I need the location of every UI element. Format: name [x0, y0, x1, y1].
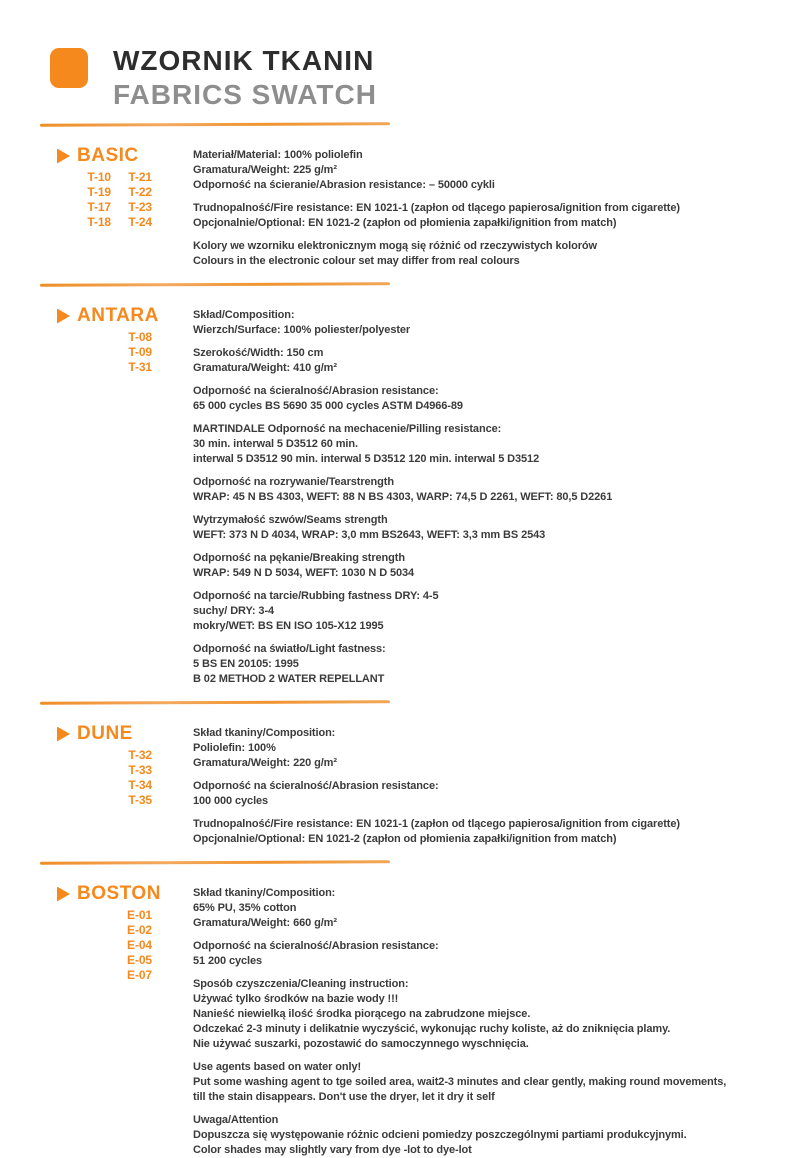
spec-line: Kolory we wzorniku elektronicznym mogą się różnić od rzeczywistych kolorów — [193, 240, 597, 252]
spec-paragraph — [193, 513, 770, 543]
section-header — [40, 145, 193, 167]
spec-paragraph — [193, 239, 770, 269]
fabric-code: E-07 — [127, 968, 152, 982]
fabric-code: T-23 — [128, 200, 152, 214]
fabric-code: T-22 — [128, 185, 152, 199]
spec-line: Odporność na ścieralność/Abrasion resistance: — [193, 780, 439, 792]
fabric-code: T-21 — [128, 170, 152, 184]
spec-paragraph — [193, 589, 770, 634]
spec-line: Dopuszcza się występowanie różnic odcieni pomiedzy poszczególnymi partiami produkcyjnymi. — [193, 1129, 687, 1141]
spec-line: Use agents based on water only! — [193, 1061, 362, 1073]
spec-paragraph — [193, 148, 770, 193]
section-title: DUNE — [77, 723, 133, 744]
code-row — [122, 968, 152, 983]
fabric-code: T-33 — [128, 763, 152, 777]
triangle-right-icon — [57, 149, 70, 164]
fabric-code: T-31 — [128, 360, 152, 374]
fabric-code: T-10 — [87, 170, 111, 184]
spec-line: Materiał/Material: 100% poliolefin — [193, 149, 363, 161]
fabric-code: T-08 — [128, 330, 152, 344]
spec-line: WEFT: 373 N D 4034, WRAP: 3,0 mm BS2643, WEFT: 3,3 mm BS 2543 — [193, 529, 546, 541]
spec-line: Gramatura/Weight: 225 g/m² — [193, 164, 337, 176]
spec-line: Skład tkaniny/Composition: — [193, 727, 336, 739]
code-row — [122, 938, 152, 953]
spec-line: Put some washing agent to tge soiled area, wait2-3 minutes and clear gently, making round movements, — [193, 1076, 727, 1088]
spec-line: Opcjonalnie/Optional: EN 1021-2 (zapłon od płomienia zapałki/ignition from match) — [193, 217, 617, 229]
code-row — [122, 345, 152, 360]
spec-line: mokry/WET: BS EN ISO 105-X12 1995 — [193, 620, 384, 632]
spec-paragraph — [193, 939, 770, 969]
spec-paragraph — [193, 642, 770, 687]
spec-line: 65 000 cycles BS 5690 35 000 cycles ASTM D4966-89 — [193, 400, 463, 412]
section-header — [40, 305, 193, 327]
spec-line: Odporność na ścieranie/Abrasion resistance: – 50000 cykli — [193, 179, 495, 191]
section-left-column — [40, 883, 193, 983]
spec-line: Wierzch/Surface: 100% poliester/polyester — [193, 324, 411, 336]
fabric-section-antara — [40, 305, 770, 687]
spec-paragraph — [193, 308, 770, 338]
spec-line: Skład/Composition: — [193, 309, 295, 321]
spec-line: MARTINDALE Odporność na mechacenie/Pilling resistance: — [193, 423, 502, 435]
spec-line: Odczekać 2-3 minuty i delikatnie wyczyścić, wykonując ruchy koliste, aż do zniknięcia plamy. — [193, 1023, 671, 1035]
section-specs — [193, 305, 770, 687]
spec-paragraph — [193, 726, 770, 771]
triangle-right-icon — [57, 887, 70, 902]
section-specs — [193, 723, 770, 847]
fabric-codes — [40, 170, 193, 230]
spec-paragraph — [193, 886, 770, 931]
spec-line: 65% PU, 35% cotton — [193, 902, 297, 914]
spec-paragraph — [193, 201, 770, 231]
spec-line: Sposób czyszczenia/Cleaning instruction: — [193, 978, 409, 990]
section-header — [40, 723, 193, 745]
page-title-english: FABRICS SWATCH — [113, 79, 377, 110]
fabric-codes — [40, 330, 193, 375]
spec-line: Trudnopalność/Fire resistance: EN 1021-1 (zapłon od tlącego papierosa/ignition from cigarette) — [193, 202, 680, 214]
spec-paragraph — [193, 779, 770, 809]
section-specs — [193, 145, 770, 269]
code-row — [122, 748, 152, 763]
section-title: ANTARA — [77, 305, 159, 326]
spec-line: Odporność na światło/Light fastness: — [193, 643, 386, 655]
spec-line: 100 000 cycles — [193, 795, 269, 807]
code-row — [122, 908, 152, 923]
fabric-codes — [40, 748, 193, 808]
fabric-code: T-32 — [128, 748, 152, 762]
fabric-code: T-17 — [87, 200, 111, 214]
section-title: BOSTON — [77, 883, 161, 904]
section-left-column — [40, 305, 193, 375]
code-row — [122, 953, 152, 968]
code-row — [122, 330, 152, 345]
spec-line: WRAP: 45 N BS 4303, WEFT: 88 N BS 4303, WARP: 74,5 D 2261, WEFT: 80,5 D2261 — [193, 491, 613, 503]
spec-line: till the stain disappears. Don't use the dryer, let it dry it self — [193, 1091, 495, 1103]
fabric-codes — [40, 908, 193, 983]
code-row — [122, 793, 152, 808]
spec-line: Opcjonalnie/Optional: EN 1021-2 (zapłon od płomienia zapałki/ignition from match) — [193, 833, 617, 845]
spec-line: Wytrzymałość szwów/Seams strength — [193, 514, 388, 526]
section-left-column — [40, 145, 193, 230]
spec-paragraph — [193, 1060, 770, 1105]
spec-paragraph — [193, 422, 770, 467]
spec-line: Odporność na rozrywanie/Tearstrength — [193, 476, 394, 488]
fabric-code: T-35 — [128, 793, 152, 807]
spec-line: Uwaga/Attention — [193, 1114, 279, 1126]
code-row — [122, 763, 152, 778]
separator-line — [40, 122, 390, 127]
spec-line: Nanieść niewielką ilość środka piorącego na zabrudzone miejsce. — [193, 1008, 531, 1020]
code-row — [81, 185, 152, 200]
fabric-code: T-34 — [128, 778, 152, 792]
fabric-code: T-18 — [87, 215, 111, 229]
spec-paragraph — [193, 551, 770, 581]
spec-line: Odporność na ścieralność/Abrasion resistance: — [193, 940, 439, 952]
fabric-code: T-09 — [128, 345, 152, 359]
code-row — [81, 215, 152, 230]
code-row — [81, 170, 152, 185]
spec-line: Gramatura/Weight: 220 g/m² — [193, 757, 337, 769]
fabric-section-dune — [40, 723, 770, 847]
code-row — [122, 923, 152, 938]
page-title-polish: WZORNIK TKANIN — [113, 45, 375, 76]
sections-container — [40, 145, 770, 1158]
spec-paragraph — [193, 346, 770, 376]
spec-paragraph — [193, 1113, 770, 1158]
section-header — [40, 883, 193, 905]
triangle-right-icon — [57, 309, 70, 324]
separator-line — [40, 282, 390, 287]
spec-line: Odporność na tarcie/Rubbing fastness DRY: 4-5 — [193, 590, 439, 602]
section-specs — [193, 883, 770, 1158]
document-header — [40, 45, 770, 111]
fabric-code: E-01 — [127, 908, 152, 922]
spec-line: suchy/ DRY: 3-4 — [193, 605, 275, 617]
fabric-section-basic — [40, 145, 770, 269]
fabric-section-boston — [40, 883, 770, 1158]
title-block — [113, 45, 377, 111]
spec-line: Szerokość/Width: 150 cm — [193, 347, 324, 359]
spec-paragraph — [193, 817, 770, 847]
section-left-column — [40, 723, 193, 808]
spec-line: Trudnopalność/Fire resistance: EN 1021-1 (zapłon od tlącego papierosa/ignition from cigarette) — [193, 818, 680, 830]
spec-line: WRAP: 549 N D 5034, WEFT: 1030 N D 5034 — [193, 567, 415, 579]
spec-paragraph — [193, 475, 770, 505]
spec-line: Odporność na ścieralność/Abrasion resistance: — [193, 385, 439, 397]
spec-line: 51 200 cycles — [193, 955, 263, 967]
spec-line: 30 min. interwal 5 D3512 60 min. — [193, 438, 358, 450]
fabric-code: E-04 — [127, 938, 152, 952]
spec-paragraph — [193, 384, 770, 414]
spec-line: Używać tylko środków na bazie wody !!! — [193, 993, 399, 1005]
spec-line: Nie używać suszarki, pozostawić do samoczynnego wyschnięcia. — [193, 1038, 529, 1050]
logo-mark-icon — [50, 48, 88, 88]
spec-line: Gramatura/Weight: 410 g/m² — [193, 362, 337, 374]
section-title: BASIC — [77, 145, 139, 166]
spec-line: Color shades may slightly vary from dye -lot to dye-lot — [193, 1144, 472, 1156]
spec-line: Poliolefin: 100% — [193, 742, 276, 754]
code-row — [81, 200, 152, 215]
spec-line: 5 BS EN 20105: 1995 — [193, 658, 299, 670]
spec-line: Skład tkaniny/Composition: — [193, 887, 336, 899]
spec-line: B 02 METHOD 2 WATER REPELLANT — [193, 673, 385, 685]
separator-line — [40, 860, 390, 865]
fabric-code: T-24 — [128, 215, 152, 229]
fabric-code: E-02 — [127, 923, 152, 937]
triangle-right-icon — [57, 727, 70, 742]
separator-line — [40, 700, 390, 705]
fabric-code: T-19 — [87, 185, 111, 199]
spec-line: Odporność na pękanie/Breaking strength — [193, 552, 405, 564]
fabric-code: E-05 — [127, 953, 152, 967]
spec-line: Colours in the electronic colour set may differ from real colours — [193, 255, 520, 267]
spec-paragraph — [193, 977, 770, 1052]
code-row — [122, 778, 152, 793]
spec-line: Gramatura/Weight: 660 g/m² — [193, 917, 337, 929]
spec-line: interwal 5 D3512 90 min. interwal 5 D3512 120 min. interwal 5 D3512 — [193, 453, 540, 465]
code-row — [122, 360, 152, 375]
